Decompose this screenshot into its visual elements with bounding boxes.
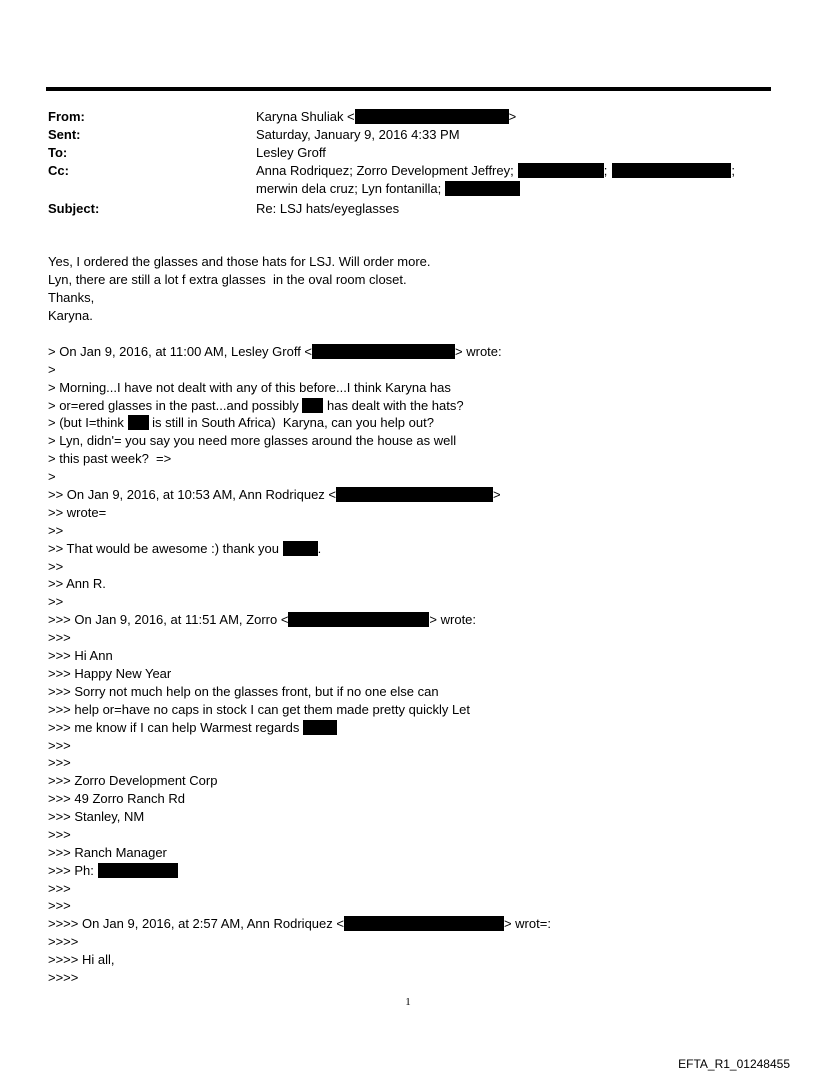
quote-line (48, 611, 476, 629)
document-id-footer: EFTA_R1_01248455 (678, 1057, 790, 1071)
quote-text: >> That would be awesome :) thank you (48, 541, 283, 556)
quote-line (48, 719, 337, 737)
from-label: From: (48, 109, 85, 124)
quote-line: >>> (48, 898, 71, 913)
quote-line: >> (48, 559, 64, 574)
redaction-box (312, 344, 455, 359)
sent-label: Sent: (48, 127, 81, 142)
quote-text: is still in South Africa) Karyna, can you help out? (148, 415, 434, 430)
quote-line: >> (48, 594, 64, 609)
cc-separator: ; (603, 163, 608, 178)
body-line: Lyn, there are still a lot f extra glasses in the oval room closet. (48, 272, 407, 287)
cc-separator: ; (731, 163, 735, 178)
redaction-box (302, 398, 323, 413)
cc-value-line1 (256, 162, 735, 180)
quote-line: >>> Stanley, NM (48, 809, 145, 824)
redaction-box (283, 541, 318, 556)
quote-line: > Lyn, didn'= you say you need more glasses around the house as well (48, 433, 457, 448)
quote-line: >>> (48, 881, 71, 896)
quote-line: >>> Happy New Year (48, 666, 172, 681)
quote-text: >>> Ph: (48, 863, 98, 878)
quote-line: >>> help or=have no caps in stock I can get them made pretty quickly Let (48, 702, 471, 717)
quote-line: >>> Hi Ann (48, 648, 113, 663)
from-suffix: > (508, 109, 517, 124)
quote-line: >> Ann R. (48, 576, 106, 591)
redaction-box (445, 181, 520, 196)
redaction-box (288, 612, 429, 627)
quote-line: >>>> Hi all, (48, 952, 115, 967)
quote-line (48, 397, 464, 415)
cc-label: Cc: (48, 163, 69, 178)
quote-line: >>> Zorro Development Corp (48, 773, 218, 788)
quote-line: >>>> (48, 970, 79, 985)
quote-line: >>> Sorry not much help on the glasses front, but if no one else can (48, 684, 439, 699)
from-value (256, 108, 516, 126)
quote-line (48, 915, 551, 933)
quote-line (48, 862, 178, 880)
quote-line: >>> (48, 738, 71, 753)
cc-value-line2 (256, 180, 520, 198)
quote-line: > (48, 362, 56, 377)
quote-line (48, 343, 502, 361)
quote-line: >> (48, 523, 64, 538)
cc-names: Anna Rodriquez; Zorro Development Jeffrey; (256, 163, 514, 178)
quote-line: > Morning...I have not dealt with any of this before...I think Karyna has (48, 380, 451, 395)
subject-label: Subject: (48, 201, 100, 216)
quote-text: >>> On Jan 9, 2016, at 11:51 AM, Zorro < (48, 612, 289, 627)
cc-names: merwin dela cruz; Lyn fontanilla; (256, 181, 442, 196)
quote-line: >> wrote= (48, 505, 107, 520)
redaction-box (98, 863, 178, 878)
quote-text: >> On Jan 9, 2016, at 10:53 AM, Ann Rodriquez < (48, 487, 337, 502)
header-divider-rule (46, 87, 771, 91)
redaction-box (336, 487, 493, 502)
quote-text: > (493, 487, 501, 502)
subject-value: Re: LSJ hats/eyeglasses (256, 201, 400, 216)
to-label: To: (48, 145, 68, 160)
redaction-box (303, 720, 337, 735)
redaction-box (355, 109, 509, 124)
quote-line (48, 486, 501, 504)
quote-line (48, 414, 434, 432)
quote-line: >>> (48, 630, 71, 645)
quote-text: . (317, 541, 322, 556)
quote-text: >>> me know if I can help Warmest regards (48, 720, 303, 735)
quote-line: >>> 49 Zorro Ranch Rd (48, 791, 185, 806)
body-signature: Karyna. (48, 308, 93, 323)
redaction-box (612, 163, 731, 178)
from-name: Karyna Shuliak < (256, 109, 355, 124)
quote-text: > On Jan 9, 2016, at 11:00 AM, Lesley Groff < (48, 344, 313, 359)
quote-line: >>> (48, 755, 71, 770)
quote-text: > wrote: (429, 612, 477, 627)
sent-value: Saturday, January 9, 2016 4:33 PM (256, 127, 460, 142)
to-value: Lesley Groff (256, 145, 326, 160)
quote-text: > (but I=think (48, 415, 128, 430)
redaction-box (128, 415, 149, 430)
quote-text: > wrot=: (503, 916, 551, 931)
page-number: 1 (405, 996, 411, 1008)
quote-line: > (48, 469, 56, 484)
body-line: Thanks, (48, 290, 95, 305)
quote-line: > this past week? => (48, 451, 172, 466)
body-line: Yes, I ordered the glasses and those hats for LSJ. Will order more. (48, 254, 431, 269)
quote-line: >>>> (48, 934, 79, 949)
quote-text: > or=ered glasses in the past...and possibly (48, 398, 303, 413)
redaction-box (344, 916, 504, 931)
quote-text: >>>> On Jan 9, 2016, at 2:57 AM, Ann Rodriquez < (48, 916, 344, 931)
quote-line (48, 540, 321, 558)
redaction-box (518, 163, 604, 178)
quote-text: has dealt with the hats? (323, 398, 464, 413)
quote-text: > wrote: (455, 344, 502, 359)
quote-line: >>> (48, 827, 71, 842)
quote-line: >>> Ranch Manager (48, 845, 167, 860)
